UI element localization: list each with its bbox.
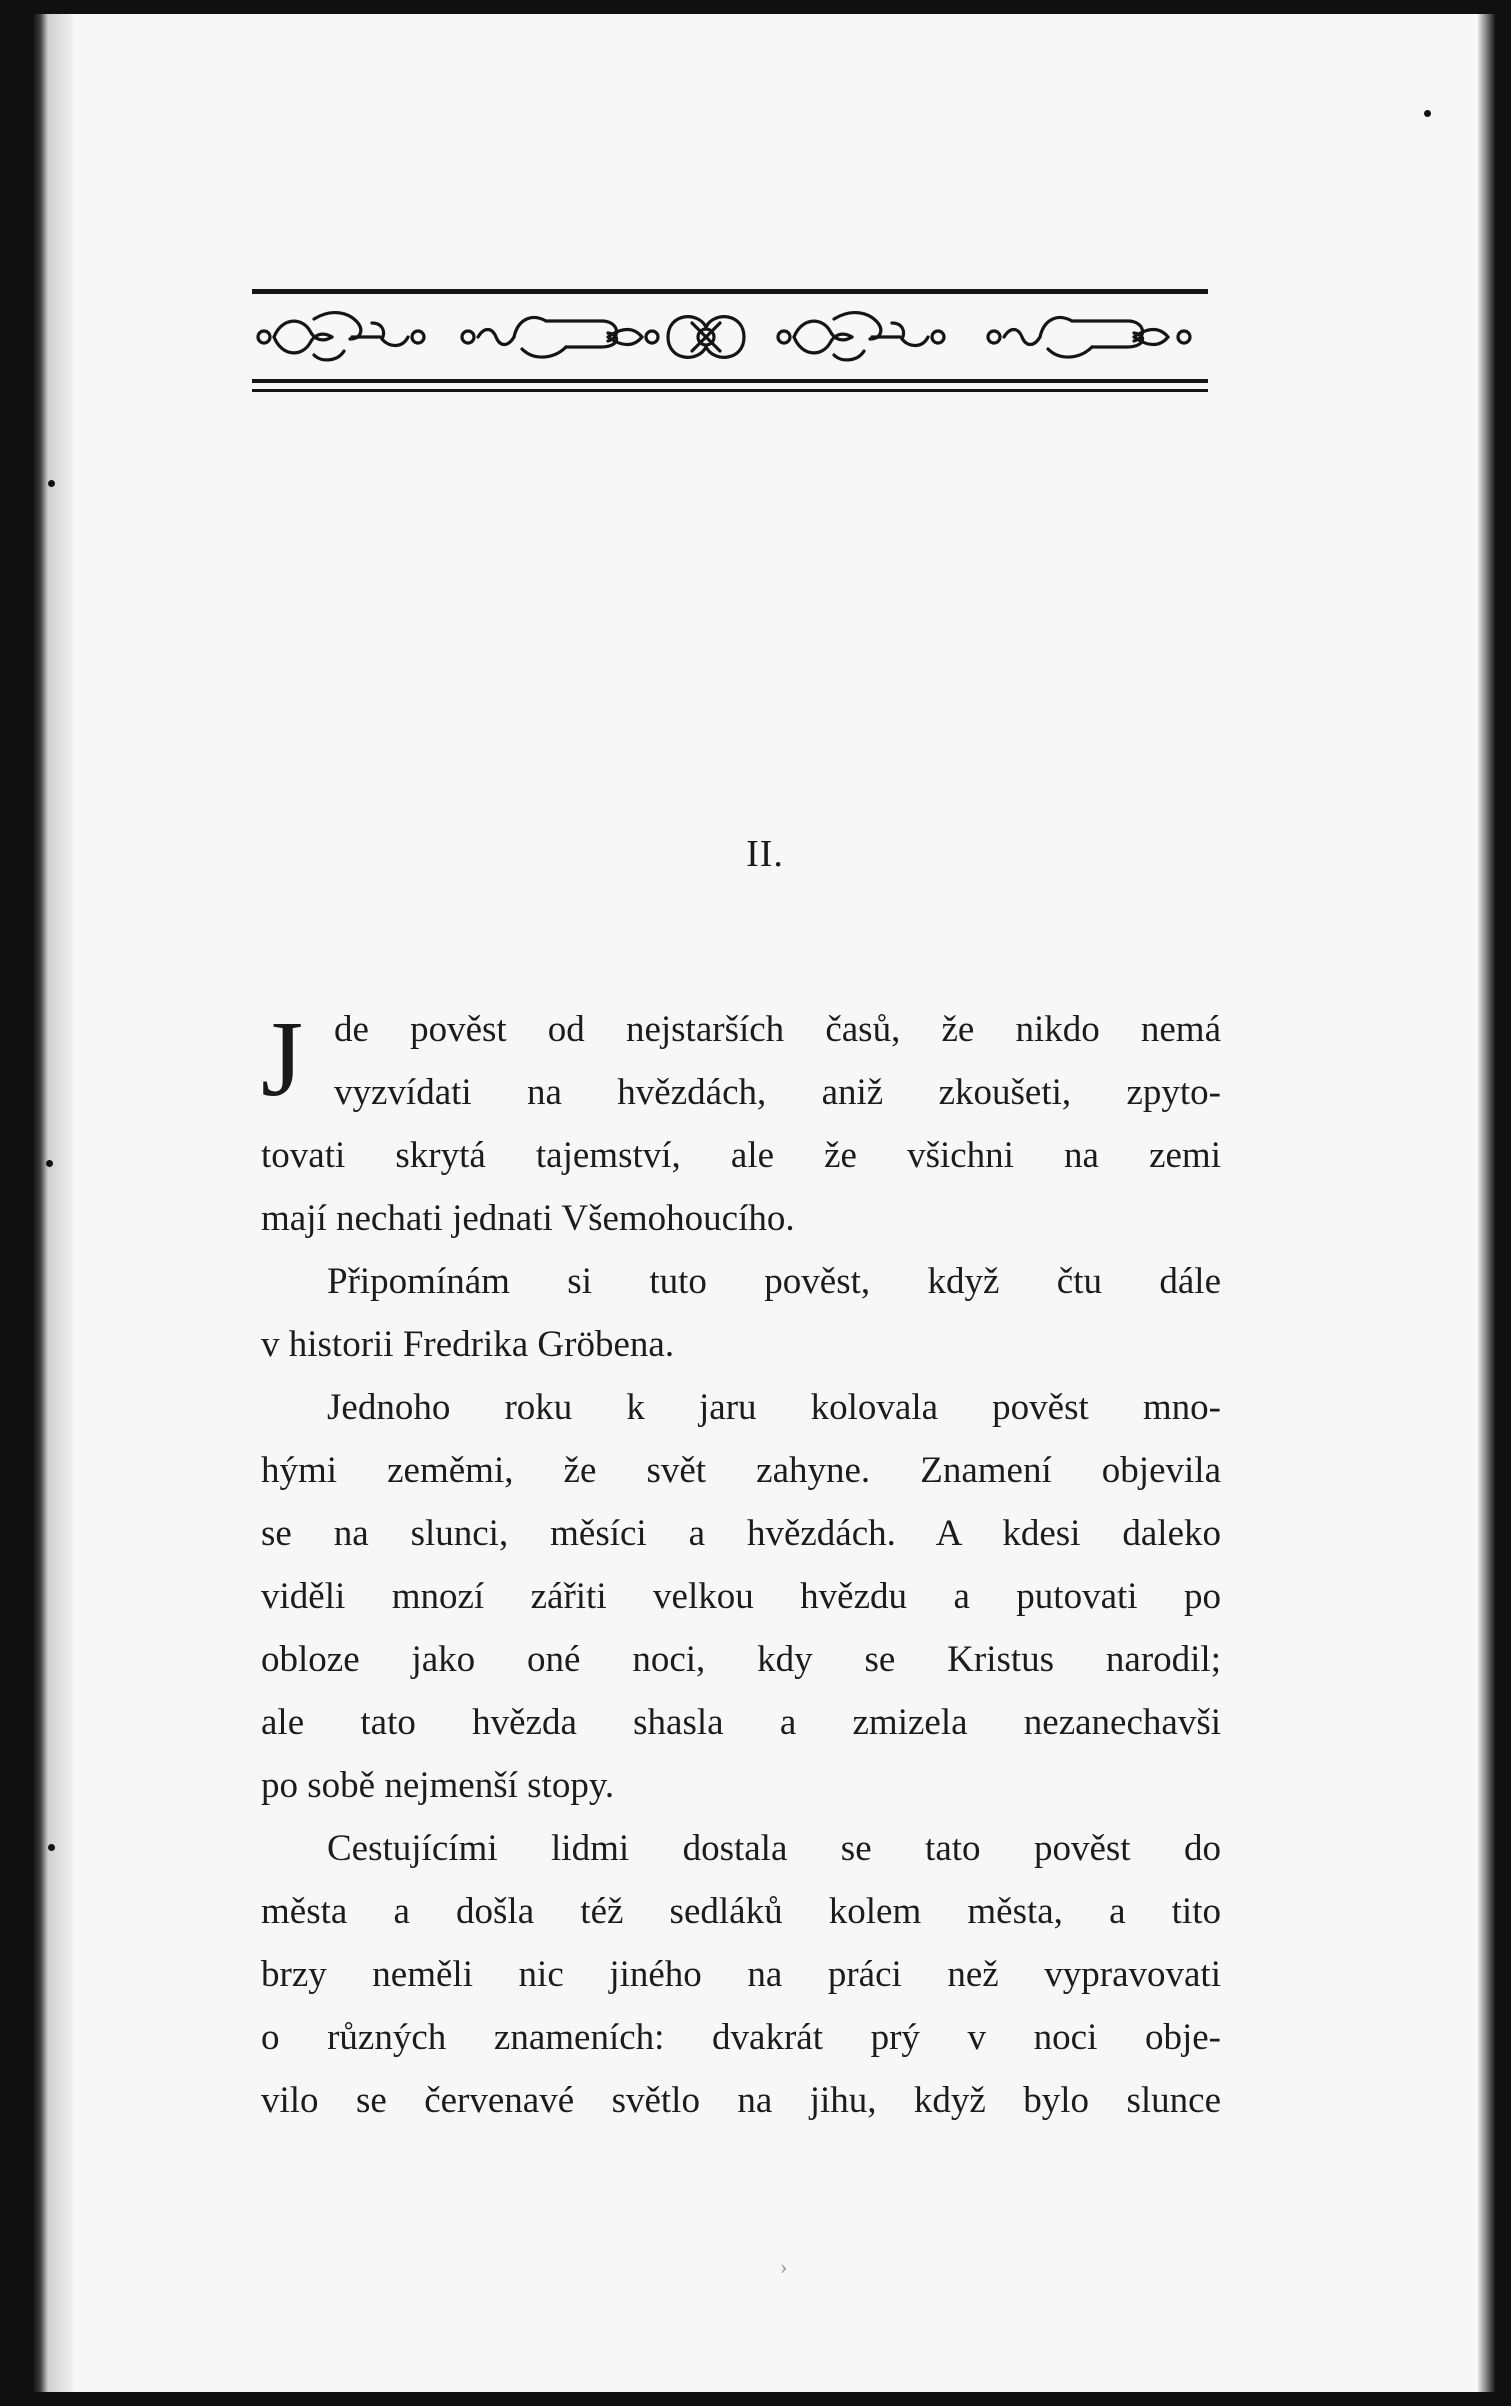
- print-speck: [1424, 110, 1431, 117]
- text-line: de pověst od nejstarších časů, že nikdo nemá: [334, 1009, 1221, 1050]
- text-line: obloze jako oné noci, kdy se Kristus narodil;: [261, 1639, 1221, 1680]
- text-line: o různých znameních: dvakrát prý v noci obje-: [261, 2017, 1221, 2058]
- print-speck: [46, 1160, 53, 1167]
- book-page: [34, 14, 1496, 2392]
- text-line: Cestujícími lidmi dostala se tato pověst do: [327, 1828, 1221, 1869]
- print-speck: [48, 1844, 55, 1851]
- text-line: města a došla též sedláků kolem města, a tito: [261, 1891, 1221, 1932]
- text-line: brzy neměli nic jiného na práci než vypravovati: [261, 1954, 1221, 1995]
- text-line: mají nechati jednati Všemohoucího.: [261, 1198, 795, 1239]
- text-line: hými zeměmi, že svět zahyne. Znamení objevila: [261, 1450, 1221, 1491]
- text-line: v historii Fredrika Gröbena.: [261, 1324, 675, 1365]
- chapter-heading: II.: [746, 833, 784, 875]
- text-line: ale tato hvězda shasla a zmizela nezanechavši: [261, 1702, 1221, 1743]
- print-speck: [48, 480, 55, 487]
- page-mark: ›: [780, 2254, 788, 2279]
- page-edge: [1478, 14, 1496, 2392]
- text-line: Připomínám si tuto pověst, když čtu dále: [327, 1261, 1221, 1302]
- drop-cap: J: [261, 1000, 304, 1119]
- body-text: [261, 998, 1221, 2132]
- headpiece-ornament: [252, 287, 1208, 399]
- text-line: vilo se červenavé světlo na jihu, když bylo slunce: [261, 2080, 1221, 2121]
- text-line: se na slunci, měsíci a hvězdách. A kdesi daleko: [261, 1513, 1221, 1554]
- text-line: vyzvídati na hvězdách, aniž zkoušeti, zpyto-: [334, 1072, 1221, 1113]
- text-line: po sobě nejmenší stopy.: [261, 1765, 615, 1806]
- text-line: Jednoho roku k jaru kolovala pověst mno-: [327, 1387, 1221, 1428]
- text-line: viděli mnozí zářiti velkou hvězdu a putovati po: [261, 1576, 1221, 1617]
- text-line: tovati skrytá tajemství, ale že všichni na zemi: [261, 1135, 1221, 1176]
- binding-shadow: [34, 14, 74, 2392]
